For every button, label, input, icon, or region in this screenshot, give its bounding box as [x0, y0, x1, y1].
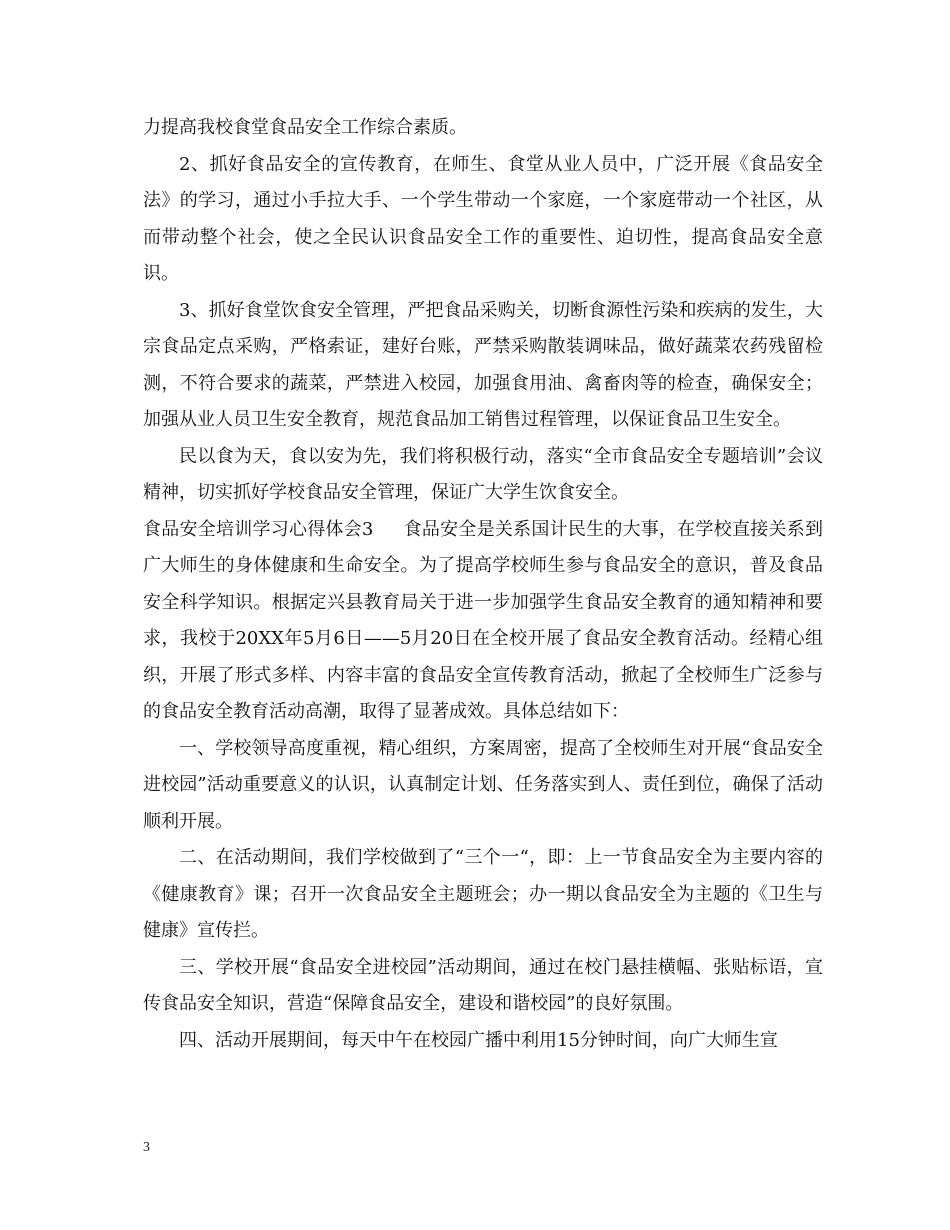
document-body: [143, 110, 823, 1059]
paragraph-conclusion: 民以食为天，食以安为先，我们将积极行动，落实“全市食品安全专题培训”会议精神，切实抓好学校食品安全管理，保证广大学生饮食安全。: [143, 445, 823, 503]
section-title: 食品安全培训学习心得体会3: [143, 518, 374, 540]
list-item-3: 三、学校开展“食品安全进校园”活动期间，通过在校门悬挂横幅、张贴标语，宣传食品安全知识，营造“保障食品安全，建设和谐校园”的良好氛围。: [143, 956, 823, 1014]
section-heading-paragraph: [143, 512, 823, 731]
paragraph-continuation: 力提高我校食堂食品安全工作综合素质。: [143, 117, 467, 138]
page-number: 3: [143, 1140, 150, 1155]
list-item-1: 一、学校领导高度重视，精心组织，方案周密，提高了全校师生对开展“食品安全进校园”活动重要意义的认识，认真制定计划、任务落实到人、责任到位，确保了活动顺利开展。: [143, 737, 823, 832]
paragraph-point-2: 2、抓好食品安全的宣传教育，在师生、食堂从业人员中，广泛开展《食品安全法》的学习，通过小手拉大手、一个学生带动一个家庭，一个家庭带动一个社区，从而带动整个社会，使之全民认识食品安全工作的重要性、迫切性，提高食品安全意识。: [143, 153, 823, 284]
list-item-2: 二、在活动期间，我们学校做到了“三个一“，即：上一节食品安全为主要内容的《健康教育》课；召开一次食品安全主题班会；办一期以食品安全为主题的《卫生与健康》宣传拦。: [143, 847, 823, 941]
list-item-4: 四、活动开展期间，每天中午在校园广播中利用15分钟时间，向广大师生宣: [179, 1029, 778, 1051]
paragraph-point-3: 3、抓好食堂饮食安全管理，严把食品采购关，切断食源性污染和疾病的发生，大宗食品定点采购，严格索证，建好台账，严禁采购散装调味品，做好蔬菜农药残留检测，不符合要求的蔬菜，严禁进入校园，加强食用油、禽畜肉等的检查，确保安全；加强从业人员卫生安全教育，规范食品加工销售过程管理，以保证食品卫生安全。: [143, 299, 823, 430]
section-intro: 食品安全是关系国计民生的大事，在学校直接关系到广大师生的身体健康和生命安全。为了提高学校师生参与食品安全的意识，普及食品安全科学知识。根据定兴县教育局关于进一步加强学生食品安全教育的通知精神和要求，我校于20XX年5月6日——5月20日在全校开展了食品安全教育活动。经精心组织，开展了形式多样、内容丰富的食品安全宣传教育活动，掀起了全校师生广泛参与的食品安全教育活动高潮，取得了显著成效。具体总结如下：: [143, 518, 824, 722]
